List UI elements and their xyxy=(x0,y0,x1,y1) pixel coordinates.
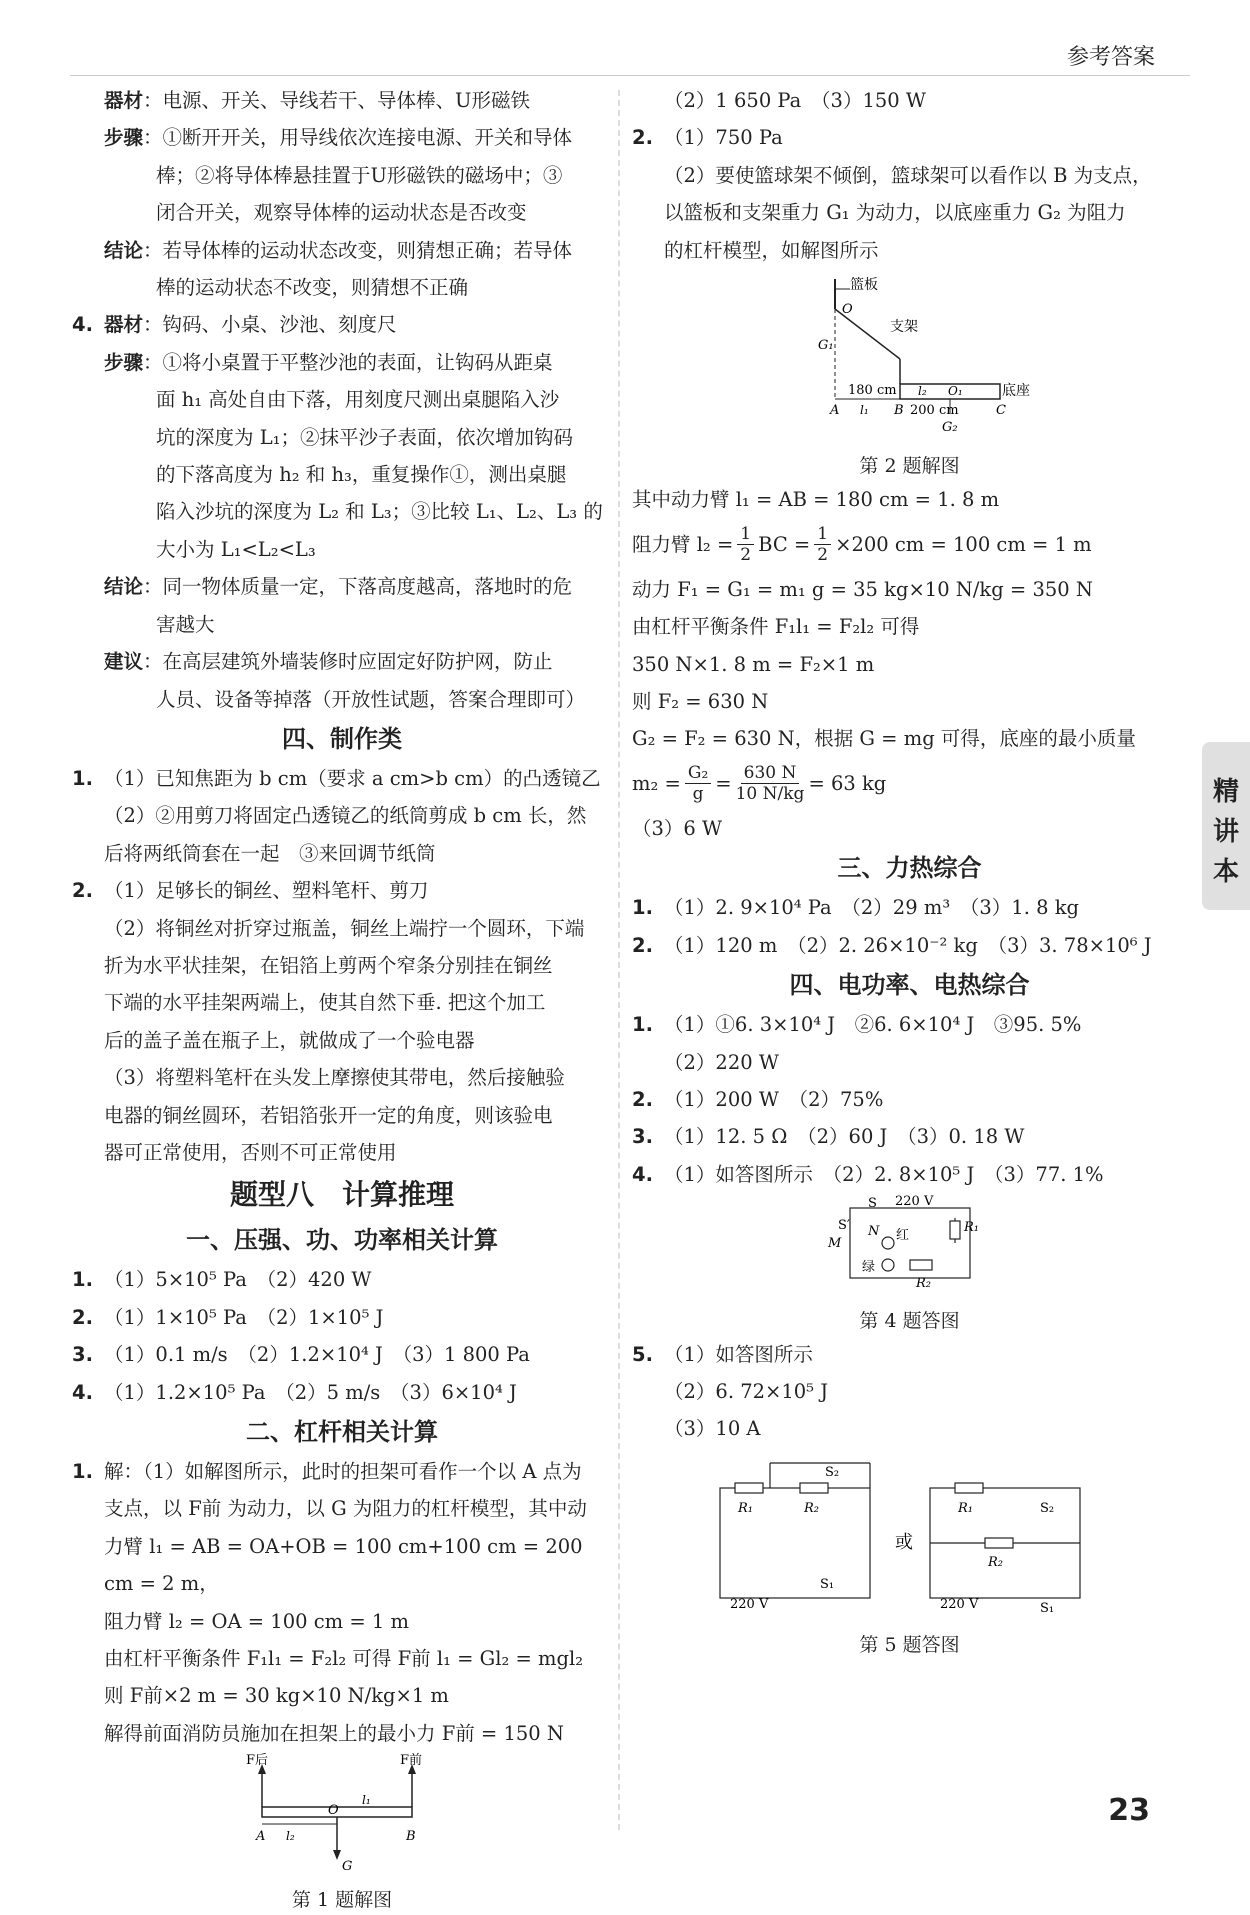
svg-text:R₁: R₁ xyxy=(963,1220,979,1236)
svg-text:B: B xyxy=(893,403,904,419)
side-tab-label: 精讲本 xyxy=(1212,777,1239,887)
svg-text:支架: 支架 xyxy=(889,319,918,336)
svg-text:C: C xyxy=(995,403,1006,419)
svg-text:200 cm: 200 cm xyxy=(909,403,959,419)
svg-text:R₁: R₁ xyxy=(957,1500,973,1516)
svg-text:或: 或 xyxy=(894,1531,913,1553)
mass-formula: m₂ = $\frac{\text{G₂}}{g}$ = $\frac{630 N}{10 N/kg}$ = 63 kg xyxy=(632,763,887,805)
svg-text:G₂: G₂ xyxy=(941,420,958,436)
svg-text:B: B xyxy=(406,1829,416,1845)
resistance-arm-formula: 阻力臂 l₂ = $\frac{1}{2}$ BC = $\frac{1}{2}$ ×200 cm = 100 cm = 1 m xyxy=(632,524,1092,566)
elec-q5: 5. （1）如答图所示 （2）6. 72×10⁵ J （3）10 A xyxy=(632,1342,829,1441)
svg-text:R₂: R₂ xyxy=(915,1276,931,1292)
svg-text:G: G xyxy=(342,1859,353,1873)
stretcher-lever-diagram xyxy=(242,1752,442,1872)
svg-text:R₂: R₂ xyxy=(803,1500,819,1516)
svg-text:220 V: 220 V xyxy=(939,1596,978,1612)
figure-4 xyxy=(632,1193,1187,1335)
svg-text:底座: 底座 xyxy=(1001,383,1030,400)
q3-equipment: 器材：电源、开关、导线若干、导体棒、U形磁铁 xyxy=(104,89,530,112)
svg-text:绿: 绿 xyxy=(861,1260,875,1276)
header-divider xyxy=(70,75,1190,76)
circuit-diagram-5 xyxy=(710,1448,1110,1618)
left-column xyxy=(72,82,612,1915)
figure-1-caption: 第 1 题解图 xyxy=(291,1888,393,1911)
svg-text:A: A xyxy=(829,403,839,419)
calc-line: 350 N×1. 8 m = F₂×1 m xyxy=(632,652,875,676)
answer-line: （3）6 W xyxy=(632,816,723,840)
calc-line: 由杠杆平衡条件 F₁l₁ = F₂l₂ 可得 xyxy=(632,615,920,639)
svg-text:220 V: 220 V xyxy=(729,1596,768,1612)
svg-text:N: N xyxy=(867,1224,879,1240)
type8-title: 题型八 计算推理 xyxy=(229,1178,454,1212)
svg-text:O: O xyxy=(841,302,853,318)
calc-line: 则 F₂ = 630 N xyxy=(632,690,769,714)
basketball-stand-diagram xyxy=(790,269,1030,439)
svg-text:S₂: S₂ xyxy=(824,1464,839,1480)
svg-text:F后: F后 xyxy=(246,1753,269,1769)
section-title-force-heat: 三、力热综合 xyxy=(837,854,982,883)
svg-text:O: O xyxy=(328,1803,339,1819)
calc-q4: 4. （1）1.2×10⁵ Pa （2）5 m/s （3）6×10⁴ J xyxy=(72,1380,517,1404)
svg-text:S₂: S₂ xyxy=(1039,1500,1054,1516)
svg-text:l₁: l₁ xyxy=(362,1793,371,1808)
make-q2: 2. （1）足够长的铜丝、塑料笔杆、剪刀 （2）将铜丝对折穿过瓶盖，铜丝上端拧一个圆环，下端 折为水平状挂架，在铝箔上剪两个窄条分别挂在铜丝 下端的水平挂架两端上，使其自然下垂. 把这个加工 后的盖子盖在瓶子上，就做成了一个验电器 （3）将塑料笔杆在头发上摩擦使其带电，然后接触验 电器的铜丝圆环，若铝箔张开一定的角度，则该验电 器可正常使用，否则不可正常使用 xyxy=(72,879,585,1164)
question-4: 4. 器材：钩码、小桌、沙池、刻度尺 步骤：①将小桌置于平整沙池的表面，让钩码从距桌 面 h₁ 高处自由下落，用刻度尺测出桌腿陷入沙 坑的深度为 L₁；②抹平沙子表面，依次增加钩码 的下落高度为 h₂ 和 h₃，重复操作①，测出桌腿 陷入沙坑的深度为 L₂ 和 L₃；③比较 L₁、L₂、L₃ 的 大小为 L₁<L₂<L₃ 结论：同一物体质量一定，下落高度越高，落地时的危 害越大 建议：在高层建筑外墙装修时应固定好防护网，防止 人员、设备等掉落（开放性试题，答案合理即可） xyxy=(72,313,603,711)
svg-text:G₁: G₁ xyxy=(817,338,834,354)
figure-2 xyxy=(632,269,1187,481)
figure-1 xyxy=(72,1752,612,1914)
lever-q2: 2. （1）750 Pa （2）要使篮球架不倾倒，篮球架可以看作以 B 为支点， 以篮板和支架重力 G₁ 为动力，以底座重力 G₂ 为阻力 的杠杆模型，如解图所示 xyxy=(632,126,1152,262)
svg-text:O₁: O₁ xyxy=(947,384,963,399)
right-column xyxy=(632,82,1187,1660)
make-q1: 1. （1）已知焦距为 b cm（要求 a cm>b cm）的凸透镜乙 （2）②用剪刀将固定凸透镜乙的纸筒剪成 b cm 长，然 后将两纸筒套在一起 ③来回调节纸筒 xyxy=(72,766,601,865)
calc-line: G₂ = F₂ = 630 N，根据 G = mg 可得，底座的最小质量 xyxy=(632,727,1136,751)
svg-text:l₁: l₁ xyxy=(859,403,869,418)
q3-steps: 步骤：①断开开关，用导线依次连接电源、开关和导体 棒；②将导体棒悬挂置于U形磁铁的磁场中；③ 闭合开关，观察导体棒的运动状态是否改变 xyxy=(104,126,573,225)
svg-text:红: 红 xyxy=(895,1228,909,1244)
svg-text:220 V: 220 V xyxy=(894,1194,933,1210)
elec-q1: 1. （1）①6. 3×10⁴ J ②6. 6×10⁴ J ③95. 5% （2）220 W xyxy=(632,1013,1082,1074)
elec-q3: 3. （1）12. 5 Ω （2）60 J （3）0. 18 W xyxy=(632,1125,1025,1149)
svg-text:l₂: l₂ xyxy=(286,1829,295,1844)
calc-line: 动力 F₁ = G₁ = m₁ g = 35 kg×10 N/kg = 350 N xyxy=(632,577,1093,601)
section-title-electric: 四、电功率、电热综合 xyxy=(789,971,1030,1000)
svg-text:S₁: S₁ xyxy=(819,1576,834,1592)
svg-text:S: S xyxy=(867,1196,877,1212)
figure-5-caption: 第 5 题答图 xyxy=(859,1634,960,1657)
svg-text:篮板: 篮板 xyxy=(849,277,878,294)
heat-q2: 2. （1）120 m （2）2. 26×10⁻² kg （3）3. 78×10⁶ J xyxy=(632,933,1152,957)
page-header-title: 参考答案 xyxy=(1066,45,1155,70)
elec-q2: 2. （1）200 W （2）75% xyxy=(632,1087,884,1111)
figure-5 xyxy=(632,1448,1187,1660)
prev-answer-cont: （2）1 650 Pa （3）150 W xyxy=(664,89,926,112)
column-divider xyxy=(618,90,620,1830)
svg-text:A: A xyxy=(256,1829,266,1845)
figure-4-caption: 第 4 题答图 xyxy=(859,1309,960,1332)
elec-q4: 4. （1）如答图所示 （2）2. 8×10⁵ J （3）77. 1% xyxy=(632,1162,1104,1186)
svg-text:l₂: l₂ xyxy=(917,384,927,399)
svg-text:S′: S′ xyxy=(837,1218,850,1234)
section-title-pressure: 一、压强、功、功率相关计算 xyxy=(186,1226,498,1255)
calc-q3: 3. （1）0.1 m/s （2）1.2×10⁴ J （3）1 800 Pa xyxy=(72,1343,530,1367)
svg-text:180 cm: 180 cm xyxy=(847,383,897,399)
circuit-diagram-4 xyxy=(820,1193,1000,1293)
q3-conclusion: 结论：若导体棒的运动状态改变，则猜想正确；若导体 棒的运动状态不改变，则猜想不正确 xyxy=(104,238,573,300)
heat-q1: 1. （1）2. 9×10⁴ Pa （2）29 m³ （3）1. 8 kg xyxy=(632,896,1079,920)
page-number: 23 xyxy=(1108,1793,1150,1828)
calc-line: 其中动力臂 l₁ = AB = 180 cm = 1. 8 m xyxy=(632,488,1000,512)
lever-q1: 1. 解：（1）如解图所示，此时的担架可看作一个以 A 点为 支点，以 F前 为动力，以 G 为阻力的杠杆模型，其中动 力臂 l₁ = AB = OA+OB = 100 cm+100 cm = 200 cm = 2 m， 阻力臂 l₂ = OA = 100 cm = 1 m 由杠杆平衡条件 F₁l₁ = F₂l₂ 可得 F前 l₁ = Gl₂ = mgl₂ 则 F前×2 m = 30 kg×10 N/kg×1 m 解得前面消防员施加在担架上的最小力 F前 = 150 N xyxy=(72,1460,587,1745)
figure-2-caption: 第 2 题解图 xyxy=(859,455,960,478)
svg-text:R₁: R₁ xyxy=(737,1500,753,1516)
calc-q1: 1. （1）5×10⁵ Pa （2）420 W xyxy=(72,1268,372,1292)
calc-q2: 2. （1）1×10⁵ Pa （2）1×10⁵ J xyxy=(72,1305,384,1329)
svg-text:M: M xyxy=(827,1236,841,1252)
svg-text:R₂: R₂ xyxy=(987,1554,1003,1570)
svg-text:F前: F前 xyxy=(400,1753,423,1769)
section-title-lever: 二、杠杆相关计算 xyxy=(246,1418,438,1446)
section-title-making: 四、制作类 xyxy=(282,724,402,753)
svg-text:S₁: S₁ xyxy=(1039,1600,1054,1616)
